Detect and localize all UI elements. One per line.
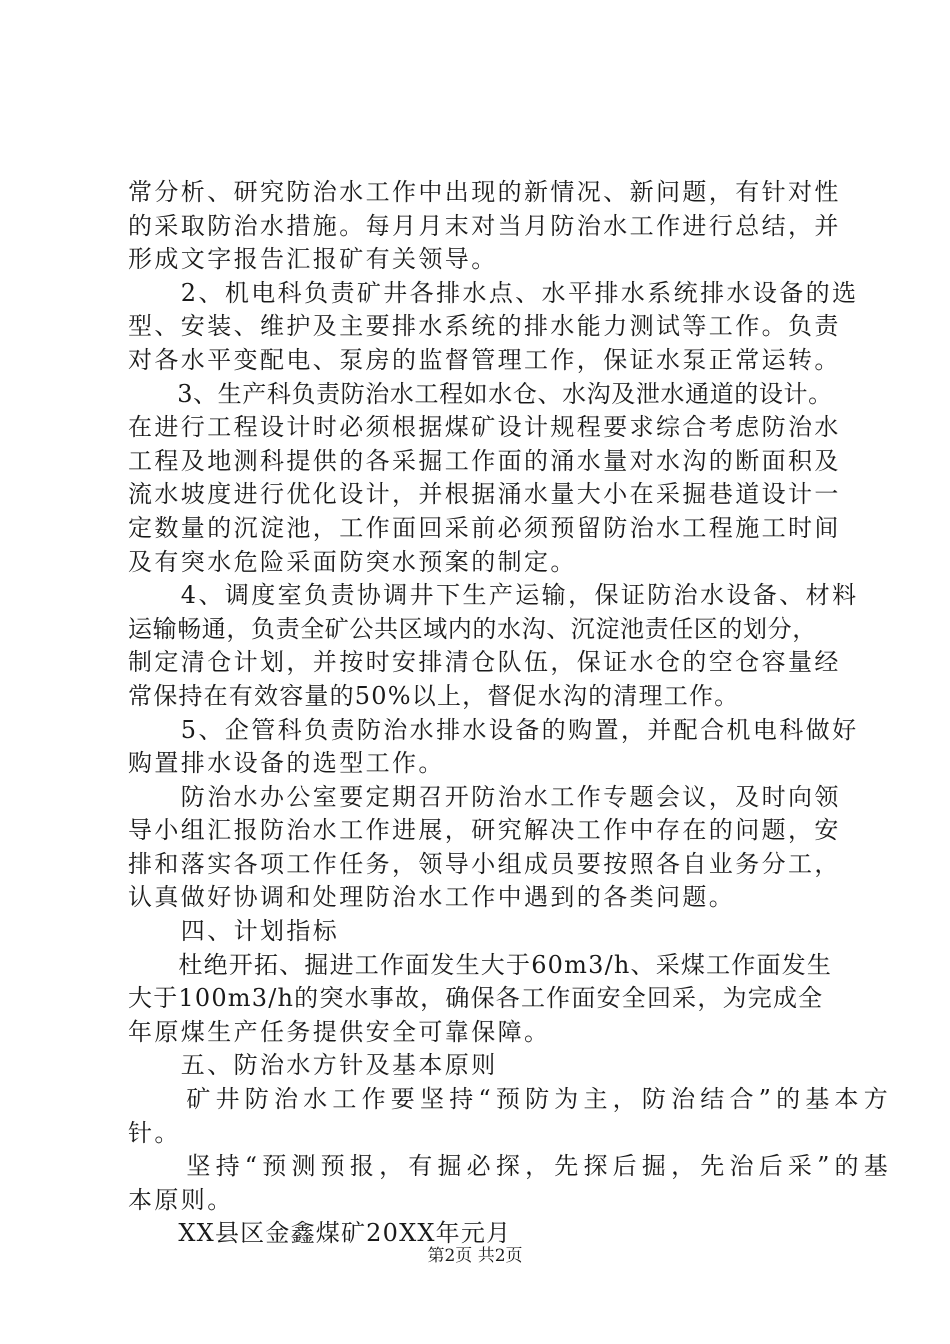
text-line: 的采取防治水措施。每月月末对当月防治水工作进行总结，并: [128, 211, 841, 240]
text-line: 形成文字报告汇报矿有关领导。: [128, 245, 498, 274]
text-line: 5、企管科负责防治水排水设备的购置，并配合机电科做好: [128, 715, 859, 744]
text-line: 防治水办公室要定期召开防治水工作专题会议，及时向领: [128, 782, 841, 811]
text-line: 导小组汇报防治水工作进展，研究解决工作中存在的问题，安: [128, 816, 841, 845]
document-body: [128, 176, 893, 1251]
text-line: 常分析、研究防治水工作中出现的新情况、新问题，有针对性: [128, 178, 841, 206]
text-line: 运输畅通，负责全矿公共区域内的水沟、沉淀池责任区的划分，: [128, 614, 817, 643]
text-line: 矿井防治水工作要坚持“预防为主，防治结合”的基本方: [128, 1085, 893, 1114]
text-line: 排和落实各项工作任务，领导小组成员要按照各自业务分工，: [128, 849, 841, 878]
text-line: 五、防治水方针及基本原则: [128, 1051, 498, 1080]
text-line: 年原煤生产任务提供安全可靠保障。: [128, 1017, 551, 1046]
text-line: 坚持“预测预报，有掘必探，先探后掘，先治后采”的基: [128, 1152, 893, 1181]
text-line: 及有突水危险采面防突水预案的制定。: [128, 547, 577, 576]
text-line: 在进行工程设计时必须根据煤矿设计规程要求综合考虑防治水: [128, 413, 841, 442]
text-line: 型、安装、维护及主要排水系统的排水能力测试等工作。负责: [128, 312, 841, 341]
text-line: 常保持在有效容量的50%以上，督促水沟的清理工作。: [128, 681, 740, 710]
text-line: 本原则。: [128, 1185, 234, 1214]
text-line: 针。: [128, 1118, 181, 1147]
text-line: 大于100m3/h的突水事故，确保各工作面安全回采，为完成全: [128, 984, 824, 1013]
text-line: 定数量的沉淀池，工作面回采前必须预留防治水工程施工时间: [128, 513, 841, 542]
text-line: 制定清仓计划，并按时安排清仓队伍，保证水仓的空仓容量经: [128, 648, 841, 677]
text-line: 3、生产科负责防治水工程如水仓、水沟及泄水通道的设计。: [128, 379, 833, 408]
text-line: 4、调度室负责协调井下生产运输，保证防治水设备、材料: [128, 581, 859, 610]
text-line: 杜绝开拓、掘进工作面发生大于60m3/h、采煤工作面发生: [128, 950, 833, 979]
text-line: XX县区金鑫煤矿20XX年元月: [128, 1219, 512, 1248]
page-number-footer: 第2页 共2页: [427, 1246, 523, 1266]
text-line: 认真做好协调和处理防治水工作中遇到的各类问题。: [128, 883, 736, 912]
text-line: 流水坡度进行优化设计，并根据涌水量大小在采掘巷道设计一: [128, 480, 841, 509]
text-line: 对各水平变配电、泵房的监督管理工作，保证水泵正常运转。: [128, 345, 841, 374]
text-line: 四、计划指标: [128, 917, 340, 946]
text-line: 购置排水设备的选型工作。: [128, 749, 445, 778]
text-line: 工程及地测科提供的各采掘工作面的涌水量对水沟的断面积及: [128, 446, 841, 475]
text-line: 2、机电科负责矿井各排水点、水平排水系统排水设备的选: [128, 278, 859, 307]
